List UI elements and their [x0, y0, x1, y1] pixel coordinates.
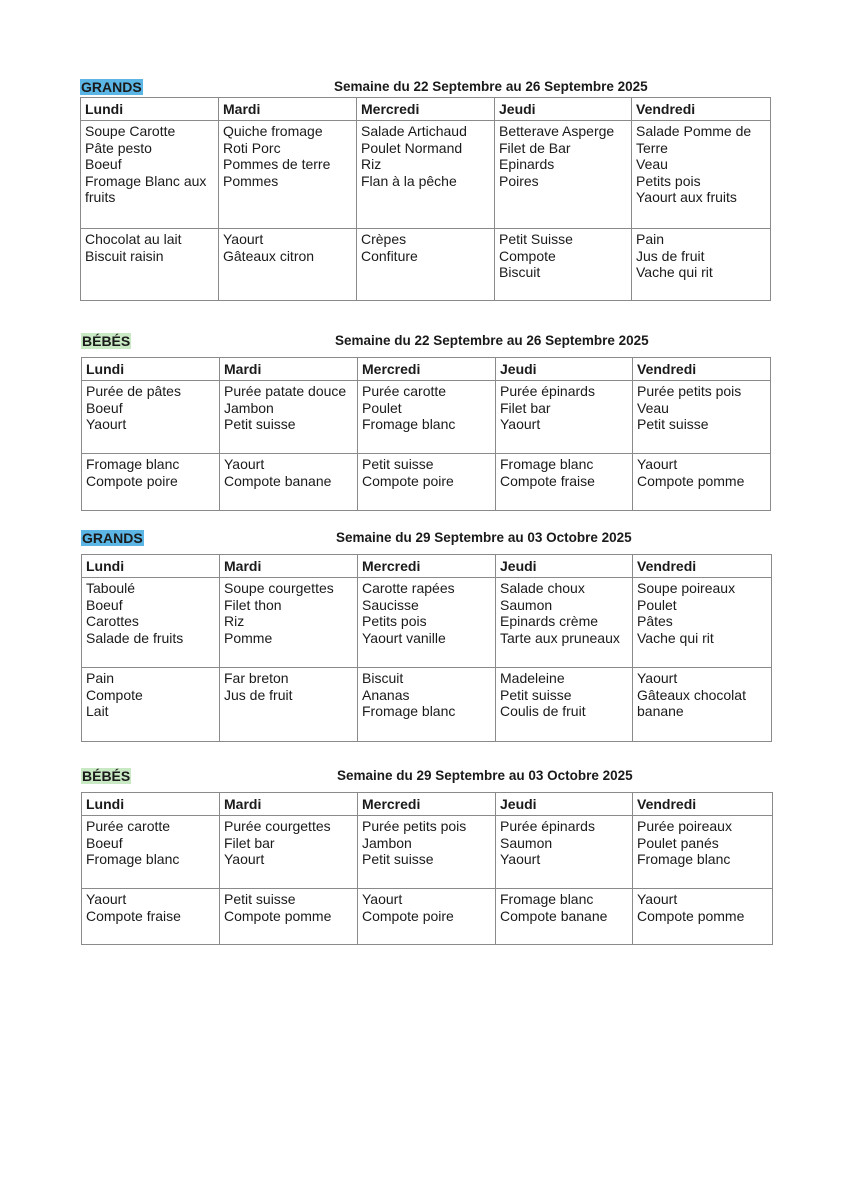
dish: Purée poireaux	[637, 818, 732, 834]
dish: Purée courgettes	[224, 818, 331, 834]
lunch-cell-vendredi	[633, 816, 773, 889]
dish: Compote banane	[500, 907, 608, 924]
dish: Coulis de fruit	[500, 703, 586, 719]
dish: Petits pois	[636, 172, 701, 189]
dish: Petit suisse	[224, 891, 296, 907]
snack-cell-jeudi	[496, 668, 633, 742]
dish: Compote pomme	[637, 472, 745, 489]
dish: Fromage blanc	[362, 703, 456, 719]
dish: Madeleine	[500, 670, 565, 686]
week-label: Semaine du 22 Septembre au 26 Septembre 2025	[335, 333, 649, 348]
lunch-cell-mardi	[220, 578, 358, 668]
dish: Compote poire	[86, 472, 178, 489]
dish: Salade choux	[500, 580, 585, 596]
lunch-cell-mardi	[220, 381, 358, 454]
day-header-lundi: Lundi	[82, 555, 220, 578]
dish: Filet bar	[224, 834, 275, 851]
dish: Petit suisse	[224, 416, 296, 432]
group-label: GRANDS	[82, 530, 143, 546]
day-header-vendredi: Vendredi	[633, 793, 773, 816]
group-label: GRANDS	[81, 79, 142, 95]
menu-section-4	[81, 768, 772, 924]
snack-cell-lundi	[81, 229, 219, 301]
week-label: Semaine du 29 Septembre au 03 Octobre 2025	[337, 768, 633, 783]
lunch-cell-lundi	[82, 816, 220, 889]
lunch-cell-jeudi	[496, 816, 633, 889]
day-header-row	[82, 555, 772, 578]
dish: Gâteaux citron	[223, 247, 315, 264]
dish: Yaourt vanille	[362, 629, 446, 646]
dish: Petit suisse	[500, 686, 572, 703]
dish: Yaourt	[224, 851, 265, 867]
dish: Petit suisse	[637, 416, 709, 432]
dish: Purée épinards	[500, 383, 595, 399]
menu-table	[81, 554, 772, 742]
day-header-lundi: Lundi	[82, 793, 220, 816]
dish: Fromage Blanc aux fruits	[85, 172, 207, 205]
dish: Chocolat au lait	[85, 231, 182, 247]
day-header-row	[82, 358, 771, 381]
snack-cell-vendredi	[633, 454, 771, 511]
dish: Yaourt	[637, 456, 678, 472]
dish: Purée patate douce	[224, 383, 347, 399]
dish: Biscuit	[499, 264, 541, 280]
lunch-row	[82, 381, 771, 454]
dish: Purée carotte	[86, 818, 171, 834]
dish: Yaourt	[362, 891, 403, 907]
day-header-mercredi: Mercredi	[358, 793, 496, 816]
snack-cell-lundi	[82, 454, 220, 511]
dish: Poulet	[637, 596, 677, 613]
snack-cell-mardi	[220, 454, 358, 511]
dish: Ananas	[362, 686, 410, 703]
dish: Saumon	[500, 834, 553, 851]
dish: Salade de fruits	[86, 629, 184, 646]
snack-row	[82, 889, 773, 945]
snack-cell-mardi	[219, 229, 357, 301]
dish: Yaourt	[500, 851, 541, 867]
dish: Vache qui rit	[636, 264, 713, 280]
snack-cell-jeudi	[495, 229, 632, 301]
dish: Filet bar	[500, 399, 551, 416]
dish: Fromage blanc	[637, 851, 731, 867]
day-header-jeudi: Jeudi	[496, 793, 633, 816]
dish: Petit suisse	[362, 851, 434, 867]
dish: Veau	[636, 156, 668, 172]
lunch-cell-jeudi	[496, 381, 633, 454]
day-header-jeudi: Jeudi	[496, 358, 633, 381]
snack-row	[81, 229, 771, 301]
dish: Purée de pâtes	[86, 383, 181, 399]
week-label: Semaine du 22 Septembre au 26 Septembre 2025	[334, 79, 648, 94]
day-header-mardi: Mardi	[220, 793, 358, 816]
group-label: BÉBÉS	[82, 333, 131, 349]
dish: Boeuf	[86, 596, 123, 613]
day-header-mercredi: Mercredi	[358, 358, 496, 381]
dish: Saucisse	[362, 596, 419, 613]
dish: Purée carotte	[362, 383, 447, 399]
menu-section-2	[81, 333, 770, 489]
snack-cell-vendredi	[633, 889, 773, 945]
dish: Betterave Asperge	[499, 123, 615, 139]
dish: Epinards	[499, 156, 555, 172]
dish: Veau	[637, 399, 669, 416]
dish: Soupe poireaux	[637, 580, 736, 596]
menu-table	[81, 357, 771, 511]
dish: Epinards crème	[500, 613, 599, 629]
snack-cell-mercredi	[357, 229, 495, 301]
dish: Yaourt aux fruits	[636, 189, 737, 205]
snack-cell-mardi	[220, 889, 358, 945]
dish: Pâte pesto	[85, 139, 152, 156]
dish: Crèpes	[361, 231, 407, 247]
dish: Compote fraise	[86, 907, 181, 924]
dish: Fromage blanc	[500, 891, 594, 907]
dish: Compote poire	[362, 472, 454, 489]
snack-cell-lundi	[82, 668, 220, 742]
dish: Boeuf	[85, 156, 122, 172]
dish: Yaourt	[86, 891, 127, 907]
dish: Poires	[499, 172, 539, 189]
lunch-cell-mardi	[220, 816, 358, 889]
snack-cell-jeudi	[496, 889, 633, 945]
dish: Jambon	[224, 399, 274, 416]
dish: Saumon	[500, 596, 553, 613]
lunch-cell-vendredi	[633, 578, 772, 668]
dish: Yaourt	[223, 231, 264, 247]
lunch-cell-lundi	[81, 121, 219, 229]
day-header-vendredi: Vendredi	[632, 98, 771, 121]
dish: Biscuit raisin	[85, 247, 164, 264]
lunch-cell-mercredi	[358, 816, 496, 889]
dish: Lait	[86, 703, 109, 719]
lunch-cell-jeudi	[496, 578, 633, 668]
dish: Purée épinards	[500, 818, 595, 834]
dish: Riz	[224, 613, 245, 629]
dish: Filet de Bar	[499, 139, 571, 156]
dish: Poulet	[362, 399, 402, 416]
dish: Fromage blanc	[362, 416, 456, 432]
lunch-cell-vendredi	[632, 121, 771, 229]
dish: Vache qui rit	[637, 629, 714, 646]
dish: Flan à la pêche	[361, 172, 457, 189]
week-label: Semaine du 29 Septembre au 03 Octobre 2025	[336, 530, 632, 545]
dish: Poulet Normand	[361, 139, 463, 156]
dish: Carotte rapées	[362, 580, 455, 596]
menu-section-3	[81, 530, 771, 719]
dish: Pomme	[224, 629, 273, 646]
dish: Taboulé	[86, 580, 136, 596]
dish: Fromage blanc	[500, 456, 594, 472]
dish: Jus de fruit	[224, 686, 293, 703]
dish: Compote	[499, 247, 556, 264]
dish: Soupe courgettes	[224, 580, 334, 596]
dish: Jus de fruit	[636, 247, 705, 264]
dish: Boeuf	[86, 834, 123, 851]
day-header-jeudi: Jeudi	[496, 555, 633, 578]
lunch-row	[81, 121, 771, 229]
dish: Pain	[86, 670, 115, 686]
menu-table	[80, 97, 771, 301]
dish: Filet thon	[224, 596, 282, 613]
dish: Salade Artichaud	[361, 123, 467, 139]
dish: Pâtes	[637, 613, 673, 629]
day-header-mardi: Mardi	[220, 358, 358, 381]
dish: Purée petits pois	[637, 383, 742, 399]
day-header-mardi: Mardi	[220, 555, 358, 578]
dish: Yaourt	[500, 416, 541, 432]
dish: Petit suisse	[362, 456, 434, 472]
snack-row	[82, 454, 771, 511]
day-header-mercredi: Mercredi	[357, 98, 495, 121]
dish: Far breton	[224, 670, 289, 686]
dish: Compote	[86, 686, 143, 703]
day-header-mardi: Mardi	[219, 98, 357, 121]
dish: Salade Pomme de Terre	[636, 123, 752, 156]
day-header-jeudi: Jeudi	[495, 98, 632, 121]
day-header-lundi: Lundi	[81, 98, 219, 121]
dish: Petit Suisse	[499, 231, 573, 247]
day-header-row	[81, 98, 771, 121]
snack-row	[82, 668, 772, 742]
dish: Petits pois	[362, 613, 427, 629]
dish: Confiture	[361, 247, 418, 264]
dish: Fromage blanc	[86, 851, 180, 867]
snack-cell-mardi	[220, 668, 358, 742]
lunch-cell-mercredi	[358, 381, 496, 454]
dish: Boeuf	[86, 399, 123, 416]
lunch-cell-vendredi	[633, 381, 771, 454]
dish: Purée petits pois	[362, 818, 467, 834]
snack-cell-mercredi	[358, 454, 496, 511]
dish: Compote banane	[224, 472, 332, 489]
snack-cell-vendredi	[633, 668, 772, 742]
dish: Quiche fromage	[223, 123, 323, 139]
dish: Fromage blanc	[86, 456, 180, 472]
menu-section-1	[80, 79, 770, 280]
dish: Pain	[636, 231, 665, 247]
dish: Tarte aux pruneaux	[500, 629, 620, 646]
lunch-cell-jeudi	[495, 121, 632, 229]
dish: Roti Porc	[223, 139, 281, 156]
dish: Biscuit	[362, 670, 404, 686]
dish: Riz	[361, 156, 382, 172]
dish: Gâteaux chocolat banane	[637, 686, 746, 719]
snack-cell-mercredi	[358, 889, 496, 945]
dish: Compote pomme	[224, 907, 332, 924]
dish: Compote fraise	[500, 472, 595, 489]
day-header-vendredi: Vendredi	[633, 555, 772, 578]
group-label: BÉBÉS	[82, 768, 131, 784]
day-header-row	[82, 793, 773, 816]
day-header-lundi: Lundi	[82, 358, 220, 381]
lunch-row	[82, 816, 773, 889]
lunch-cell-lundi	[82, 578, 220, 668]
dish: Yaourt	[637, 670, 678, 686]
dish: Pommes	[223, 172, 279, 189]
dish: Yaourt	[224, 456, 265, 472]
dish: Yaourt	[637, 891, 678, 907]
dish: Jambon	[362, 834, 412, 851]
dish: Compote pomme	[637, 907, 745, 924]
lunch-cell-mercredi	[358, 578, 496, 668]
lunch-cell-mercredi	[357, 121, 495, 229]
snack-cell-mercredi	[358, 668, 496, 742]
menu-table	[81, 792, 773, 945]
dish: Poulet panés	[637, 834, 719, 851]
lunch-row	[82, 578, 772, 668]
dish: Carottes	[86, 613, 139, 629]
day-header-mercredi: Mercredi	[358, 555, 496, 578]
lunch-cell-mardi	[219, 121, 357, 229]
day-header-vendredi: Vendredi	[633, 358, 771, 381]
dish: Yaourt	[86, 416, 127, 432]
lunch-cell-lundi	[82, 381, 220, 454]
snack-cell-lundi	[82, 889, 220, 945]
snack-cell-jeudi	[496, 454, 633, 511]
dish: Compote poire	[362, 907, 454, 924]
snack-cell-vendredi	[632, 229, 771, 301]
dish: Pommes de terre	[223, 156, 331, 172]
dish: Soupe Carotte	[85, 123, 176, 139]
